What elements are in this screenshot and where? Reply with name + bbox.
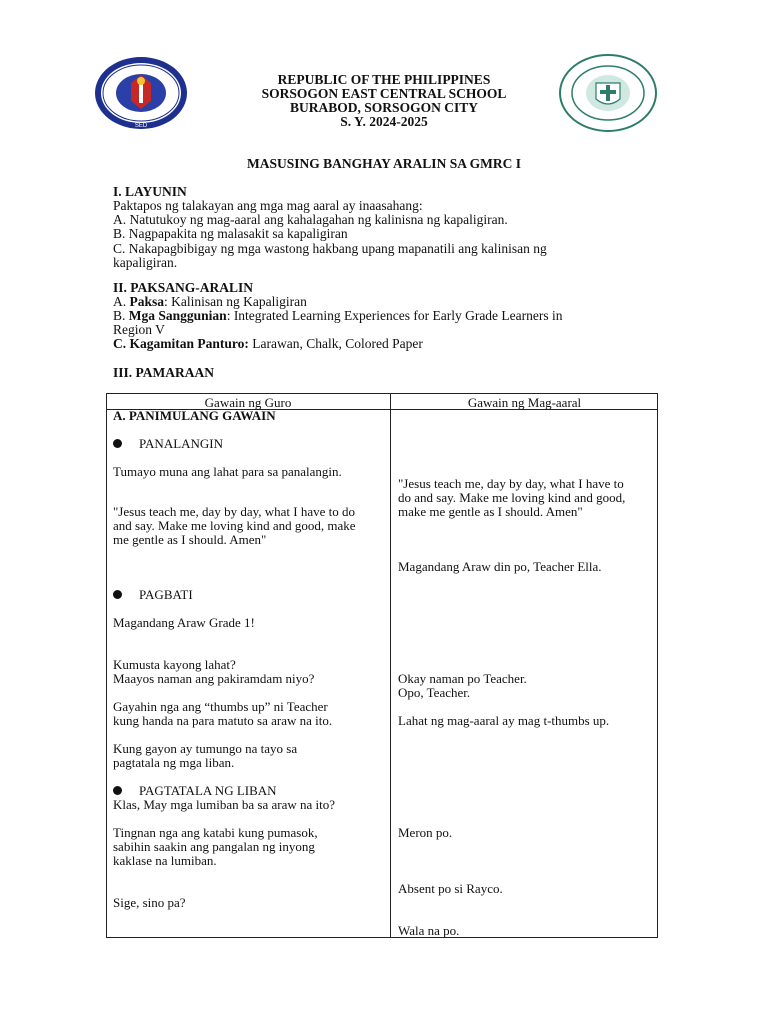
guro-gayahin-line2: kung handa na para matuto sa araw na ito. (113, 713, 333, 728)
guro-prayer-line2: and say. Make me loving kind and good, make (113, 518, 356, 533)
guro-tumayo: Tumayo muna ang lahat para sa panalangin. (113, 464, 342, 479)
sanggunian-line-cont: Region V (113, 322, 165, 337)
pagtatala-label: PAGTATALA NG LIBAN (139, 783, 277, 798)
kagamitan-text: Larawan, Chalk, Colored Paper (248, 336, 423, 351)
header-school-name: SORSOGON EAST CENTRAL SCHOOL (261, 86, 507, 101)
layunin-item-a: A. Natutukoy ng mag-aaral ang kahalagahan ng kalinisna ng kapaligiran. (113, 212, 508, 227)
column-header-guro: Gawain ng Guro (204, 395, 292, 410)
paksa-label: Paksa (129, 294, 165, 309)
layunin-intro: Paktapos ng talakayan ang mga mag aaral ay inaasahang: (113, 198, 423, 213)
paksang-aralin-heading: II. PAKSANG-ARALIN (113, 280, 254, 295)
mag-aaral-magandang-araw: Magandang Araw din po, Teacher Ella. (398, 559, 602, 574)
kagamitan-line (113, 337, 423, 352)
sanggunian-prefix: B. (113, 308, 129, 323)
guro-gayahin-line1: Gayahin nga ang “thumbs up” ni Teacher (113, 699, 328, 714)
layunin-heading: I. LAYUNIN (113, 184, 187, 199)
guro-pakiramdam: Maayos naman ang pakiramdam niyo? (113, 671, 315, 686)
mag-aaral-absent: Absent po si Rayco. (398, 881, 503, 896)
guro-magandang-araw: Magandang Araw Grade 1! (113, 615, 255, 630)
pagbati-label: PAGBATI (139, 587, 193, 602)
sanggunian-line (113, 309, 563, 324)
bullet-icon (113, 590, 122, 599)
table-column-divider (390, 393, 391, 938)
mag-aaral-thumbs-up: Lahat ng mag-aaral ay mag t-thumbs up. (398, 713, 610, 728)
mag-aaral-okay: Okay naman po Teacher. (398, 671, 527, 686)
section-panimulang-gawain: A. PANIMULANG GAWAIN (113, 408, 276, 423)
sanggunian-label: Mga Sanggunian (128, 308, 227, 323)
paksa-prefix: A. (113, 294, 130, 309)
kagamitan-label: C. Kagamitan Panturo: (113, 336, 249, 351)
layunin-item-b: B. Nagpapakita ng malasakit sa kapaligiran (113, 226, 348, 241)
guro-prayer-line3: me gentle as I should. Amen" (113, 532, 267, 547)
layunin-item-c: C. Nakapagbibigay ng mga wastong hakbang upang mapanatili ang kalinisan ng (113, 241, 547, 256)
layunin-item-c-cont: kapaligiran. (113, 255, 178, 270)
mag-aaral-prayer-line2: do and say. Make me loving kind and good, (398, 490, 626, 505)
guro-sige: Sige, sino pa? (113, 895, 186, 910)
mag-aaral-opo: Opo, Teacher. (398, 685, 471, 700)
header-school-year: S. Y. 2024-2025 (340, 114, 428, 129)
guro-klas: Klas, May mga lumiban ba sa araw na ito? (113, 797, 336, 812)
column-header-mag-aaral: Gawain ng Mag-aaral (467, 395, 582, 410)
bullet-icon (113, 439, 122, 448)
svg-text:SED: SED (134, 123, 148, 129)
document-title: MASUSING BANGHAY ARALIN SA GMRC I (247, 156, 521, 171)
guro-kung-line2: pagtatala ng mga liban. (113, 755, 235, 770)
guro-tingnan-line1: Tingnan nga ang katabi kung pumasok, (113, 825, 318, 840)
guro-tingnan-line2: sabihin saakin ang pangalan ng inyong (113, 839, 315, 854)
mag-aaral-wala: Wala na po. (398, 923, 460, 938)
sanggunian-text: : Integrated Learning Experiences for Early Grade Learners in (226, 308, 563, 323)
paksa-text: : Kalinisan ng Kapaligiran (164, 294, 307, 309)
header-address: BURABOD, SORSOGON CITY (290, 100, 478, 115)
guro-kumusta: Kumusta kayong lahat? (113, 657, 236, 672)
guro-kung-line1: Kung gayon ay tumungo na tayo sa (113, 741, 298, 756)
header-republic: REPUBLIC OF THE PHILIPPINES (277, 72, 491, 87)
pamaraan-heading: III. PAMARAAN (113, 365, 214, 380)
guro-tingnan-line3: kaklase na lumiban. (113, 853, 217, 868)
mag-aaral-prayer-line3: make me gentle as I should. Amen" (398, 504, 583, 519)
mag-aaral-prayer-line1: "Jesus teach me, day by day, what I have to (398, 476, 624, 491)
mag-aaral-meron: Meron po. (398, 825, 453, 840)
guro-prayer-line1: "Jesus teach me, day by day, what I have to do (113, 504, 356, 519)
bullet-icon (113, 786, 122, 795)
panalangin-label: PANALANGIN (139, 436, 224, 451)
